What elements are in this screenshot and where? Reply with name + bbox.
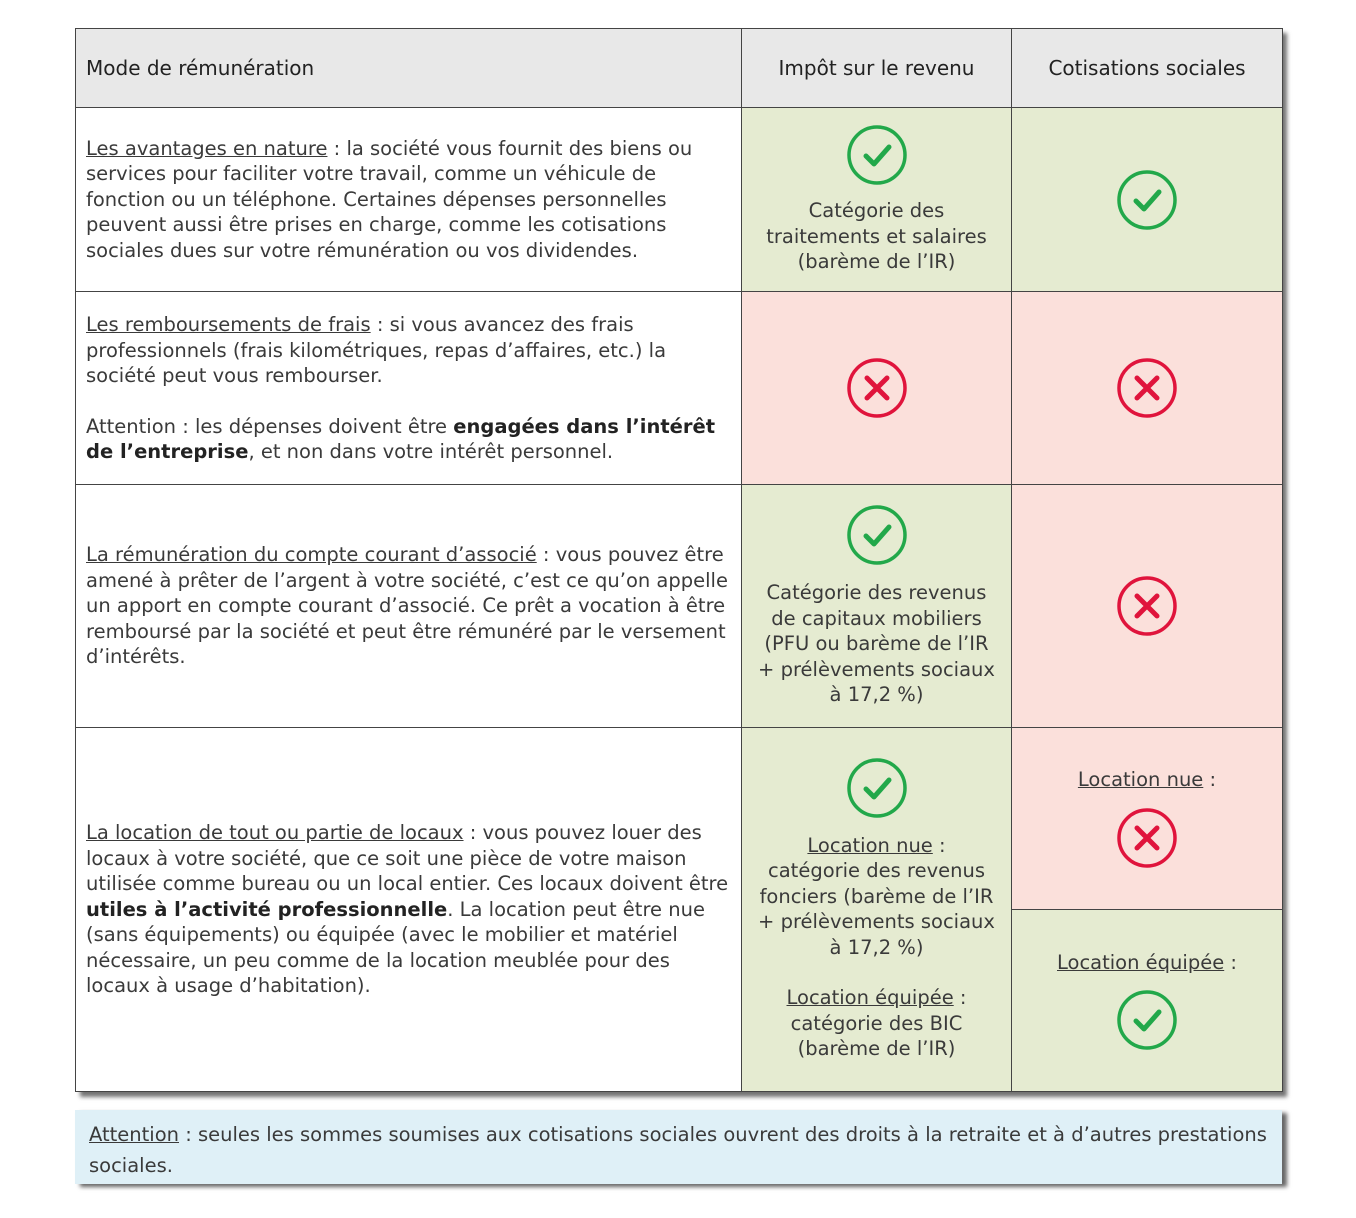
row-text: la société vous fournit des biens ou services pour faciliter votre travail, comme un véhicule de fonction ou un téléphone. Certaines dépenses personnelles peuvent aussi être prises en charge, comme les cotisations sociales dues sur votre rémunération ou vos dividendes.	[86, 136, 693, 262]
cross-icon	[846, 357, 908, 419]
header-impot: Impôt sur le revenu	[742, 29, 1012, 108]
check-icon	[846, 124, 908, 186]
note-label: Attention	[89, 1123, 179, 1146]
table-header-row	[76, 29, 1283, 108]
row-text: si vous avancez des frais professionnels (frais kilométriques, repas d’affaires, etc.) la société peut vous rembourser.	[86, 313, 667, 388]
row-text: vous pouvez être amené à prêter de l’argent à votre société, c’est ce qu’on appelle un apport en compte courant d’associé. Ce prêt a vocation à être remboursé par la société et peut être rémunéré par le versement d’intérêts.	[86, 543, 728, 669]
impot-cell: Catégorie des traitements et salaires (barème de l’IR)	[742, 108, 1012, 292]
row-title: Les remboursements de frais	[86, 313, 371, 337]
header-cotisations: Cotisations sociales	[1012, 29, 1283, 108]
cotisations-cell	[1012, 727, 1283, 1091]
attention-note	[75, 1110, 1282, 1184]
row-title: La rémunération du compte courant d’associé	[86, 543, 537, 567]
impot-cell	[742, 292, 1012, 485]
cross-icon	[1116, 807, 1178, 869]
cotisations-cell	[1012, 292, 1283, 485]
header-mode: Mode de rémunération	[76, 29, 742, 108]
cotisations-split	[1012, 728, 1282, 1091]
row-description: Les remboursements de frais : si vous avancez des frais professionnels (frais kilométriques, repas d’affaires, etc.) la société peut vous rembourser. Attention : les dépenses doivent être engagées dans l’intérêt de l’entreprise, et non dans votre intérêt personnel.	[76, 292, 742, 485]
check-icon	[846, 757, 908, 819]
note-text: : seules les sommes soumises aux cotisations sociales ouvrent des droits à la retraite et à d’autres prestations sociales.	[89, 1123, 1267, 1177]
check-icon	[1116, 169, 1178, 231]
check-icon	[1116, 989, 1178, 1051]
location-nue-label: Location nue	[807, 833, 933, 857]
cross-icon	[1116, 575, 1178, 637]
cotisations-location-nue: Location nue :	[1012, 728, 1282, 910]
check-icon	[846, 504, 908, 566]
table-row	[76, 292, 1283, 485]
table-row	[76, 727, 1283, 1091]
remuneration-table	[75, 28, 1283, 1092]
cotisations-location-equipee: Location équipée :	[1012, 910, 1282, 1091]
row-description: La location de tout ou partie de locaux : vous pouvez louer des locaux à votre société, que ce soit une pièce de votre maison utilisée comme bureau ou un local entier. Ces locaux doivent être utiles à l’activité professionnelle. La location peut être nue (sans équipements) ou équipée (avec le mobilier et matériel nécessaire, un peu comme de la location meublée pour des locaux à usage d’habitation).	[76, 727, 742, 1091]
cotisations-cell	[1012, 108, 1283, 292]
impot-cell: Catégorie des revenus de capitaux mobiliers (PFU ou barème de l’IR + prélèvements sociaux à 17,2 %)	[742, 485, 1012, 727]
table-row	[76, 485, 1283, 727]
remuneration-table-wrapper	[75, 28, 1282, 1092]
row-title: La location de tout ou partie de locaux	[86, 821, 464, 845]
row-description: Les avantages en nature : la société vous fournit des biens ou services pour faciliter votre travail, comme un véhicule de fonction ou un téléphone. Certaines dépenses personnelles peuvent aussi être prises en charge, comme les cotisations sociales dues sur votre rémunération ou vos dividendes.	[76, 108, 742, 292]
row-title: Les avantages en nature	[86, 136, 328, 160]
impot-cell: Location nue : catégorie des revenus fonciers (barème de l’IR + prélèvements sociaux à 17,2 %) Location équipée : catégorie des BIC (barème de l’IR)	[742, 727, 1012, 1091]
cross-icon	[1116, 357, 1178, 419]
location-equipee-label: Location équipée	[786, 986, 954, 1010]
row-description: La rémunération du compte courant d’associé : vous pouvez être amené à prêter de l’argent à votre société, c’est ce qu’on appelle un apport en compte courant d’associé. Ce prêt a vocation à être remboursé par la société et peut être rémunéré par le versement d’intérêts.	[76, 485, 742, 727]
table-row	[76, 108, 1283, 292]
cotisations-cell	[1012, 485, 1283, 727]
